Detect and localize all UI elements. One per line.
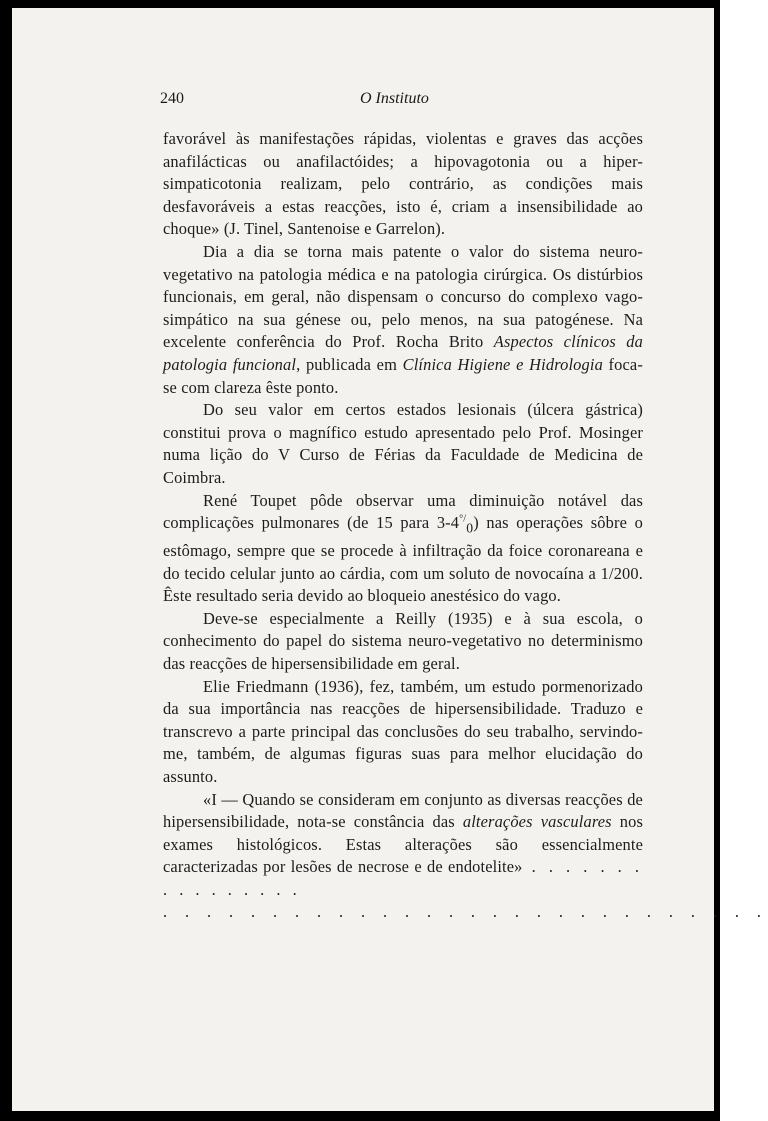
paragraph-2-text-b: , publicada em	[296, 354, 403, 374]
paragraph-3	[163, 399, 643, 489]
page-number: 240	[160, 90, 184, 107]
paragraph-7-text-b: nos exames histológicos. Estas alterações são essencialmente caracterizadas por lesões de necrose e de endotelite»	[163, 812, 643, 877]
paragraph-4-text-b: ) nas operações sôbre o estômago, sempre que se procede à infiltração da foice coronareana e do tecido celular junto ao cárdia, com um soluto de novocaína a 1/200. Êste resultado seria devido ao bloqueio anestésico do vago.	[163, 513, 643, 606]
cited-publication-title: Clínica Higiene e Hidrologia	[402, 354, 603, 374]
paragraph-2-text-c: foca-se com clareza êste ponto.	[163, 354, 643, 397]
cited-work-title: Aspectos clínicos da patologia funcional	[163, 332, 643, 374]
paragraph-4	[163, 490, 643, 608]
paragraph-3-text: Do seu valor em certos estados lesionais (úlcera gástrica) constitui prova o magnífico estudo apresentado pelo Prof. Mosinger numa lição do V Curso de Férias da Faculdade de Medicina de Coimbra.	[163, 400, 643, 487]
paragraph-6-text: Elie Friedmann (1936), fez, também, um estudo pormenorizado da sua importância nas reacções de hipersensibilidade. Traduzo e transcrevo a parte principal das conclusões do seu trabalho, servindo-me, também, de algumas figuras suas para melhor elucidação do assunto.	[163, 676, 643, 786]
paragraph-7-quotation	[163, 789, 643, 902]
paragraph-2-text-a: Dia a dia se torna mais patente o valor do sistema neuro-vegetativo na patologia médica e na patologia cirúrgica. Os distúrbios funcionais, em geral, não dispensam o concurso do complexo vago-simpático na sua génese ou, pelo menos, na sua patogénese. Na excelente conferência do Prof. Rocha Brito	[163, 241, 643, 352]
paragraph-5	[163, 608, 643, 676]
vascular-alterations-term: alterações vasculares	[462, 812, 612, 832]
percent-sign-top: °/	[459, 513, 467, 525]
paragraph-5-text: Deve-se especialmente a Reilly (1935) e à sua escola, o conhecimento do papel do sistema neuro-vegetativo no determinismo das reacções de hipersensibilidade em geral.	[163, 608, 643, 673]
paragraph-7-text-a: «I — Quando se consideram em conjunto as diversas reacções de hipersensibilidade, nota-se constância das	[163, 789, 643, 832]
journal-title: O Instituto	[360, 90, 429, 107]
paragraph-1-text: favorável às manifestações rápidas, violentas e graves das acções anafilácticas ou anafilactóides; a hipovagotonia ou a hiper-simpaticotonia realizam, pelo contrário, as condições mais desfavoráveis a estas reacções, isto é, criam a insensibilidade ao choque» (J. Tinel, Santenoise e Garrelon).	[163, 129, 643, 239]
body-text	[163, 128, 768, 924]
dot-leaders: . . . . . . . . . . . . . . . .	[163, 857, 643, 899]
omission-ellipsis-line: . . . . . . . . . . . . . . . . . . . . . . . . . . . .	[163, 902, 768, 922]
running-head	[160, 90, 460, 112]
paragraph-1	[163, 128, 643, 241]
paragraph-2	[163, 241, 643, 399]
percent-sign-bottom: 0	[466, 520, 474, 536]
paragraph-6	[163, 676, 643, 789]
paragraph-4-text-a: René Toupet pôde observar uma diminuição notável das complicações pulmonares (de 15 para 3-4	[163, 490, 643, 533]
